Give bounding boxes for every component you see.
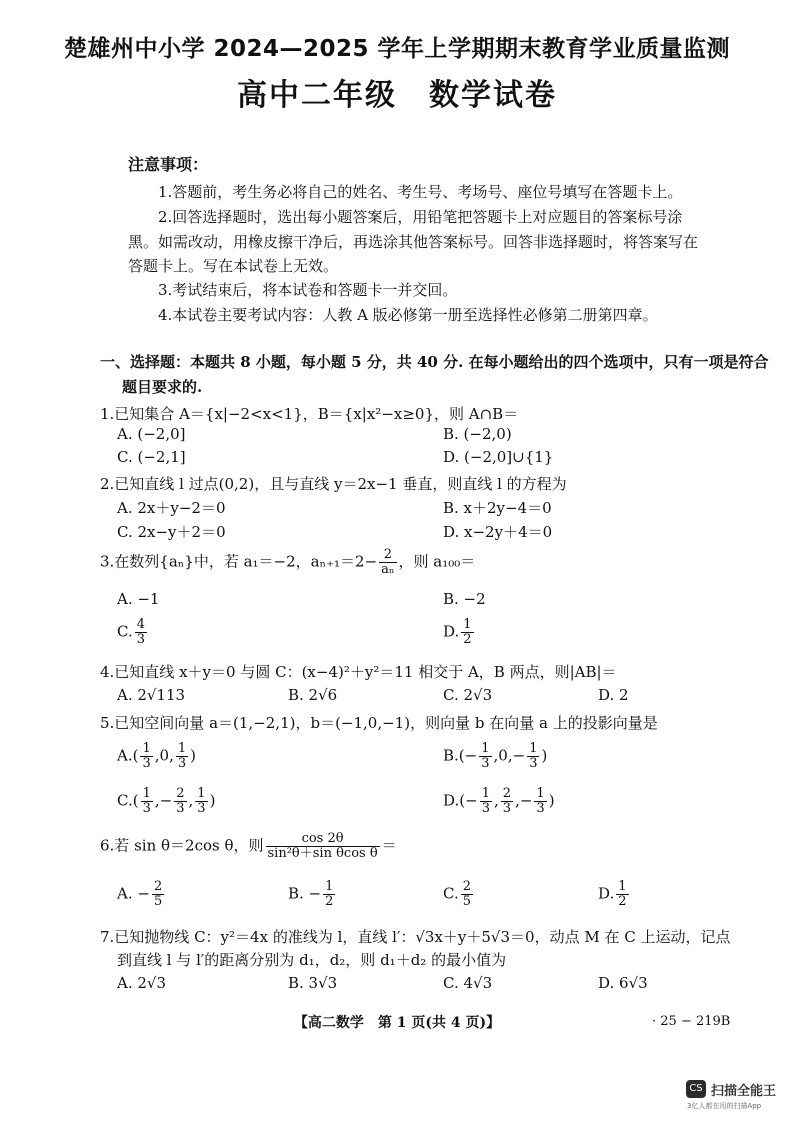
question-7-stem-line1: 7.已知抛物线 C：y²＝4x 的准线为 l，直线 l′：√3x＋y＋5√3＝0，动点 M 在 C 上运动，记点 [100,928,731,946]
option-label: C. [443,884,459,903]
note-line-5: 3.考试结束后，将本试卷和答题卡一并交回。 [158,281,458,299]
option-fraction [176,742,188,771]
fraction-denominator: 2 [325,894,334,909]
note-line-3: 黑。如需改动，用橡皮擦干净后，再选涂其他答案标号。回答非选择题时，将答案写在 [128,233,699,251]
fraction-denominator: 3 [136,632,145,647]
question-3-option-c [117,618,149,647]
question-7-option-b: B. 3√3 [288,974,338,992]
option-fraction [461,880,473,909]
question-3-stem [100,548,475,577]
option-fraction [174,787,186,816]
option-label: D. [443,622,460,641]
question-4-option-a: A. 2√113 [117,686,186,704]
question-7-option-c: C. 4√3 [443,974,493,992]
question-4-option-c: C. 2√3 [443,686,493,704]
fraction-denominator: 2 [463,632,472,647]
camscanner-tagline: 3亿人都在用的扫描App [687,1102,762,1110]
option-fraction [616,880,628,909]
option-label: C. [117,622,133,641]
fraction-denominator: 3 [481,756,490,771]
camscanner-logo-icon: CS [686,1080,706,1098]
notes-heading: 注意事项： [128,155,209,174]
question-3-stem-post: ，则 a₁₀₀＝ [398,552,476,571]
section-heading: 一、选择题：本题共 8 小题，每小题 5 分，共 40 分. 在每小题给出的四个选项中，只有一项是符合 [100,353,769,371]
fraction-denominator: 5 [153,894,163,909]
fraction-denominator: 3 [176,801,185,816]
question-6-option-c [443,880,475,909]
question-6-option-b [288,880,337,909]
option-label: D. [598,884,615,903]
fraction-numerator: 1 [536,786,545,801]
question-3-option-a: A. −1 [117,590,160,608]
page-footer: 【高二数学 第 1 页(共 4 页)】 [293,1015,501,1031]
fraction-numerator: 2 [462,879,471,894]
fraction-numerator: 1 [142,741,151,756]
comma: , [493,791,499,810]
question-2-option-b: B. x＋2y−4＝0 [443,499,552,517]
fraction-numerator: 1 [481,741,490,756]
note-line-6: 4.本试卷主要考试内容：人教 A 版必修第一册至选择性必修第二册第四章。 [158,306,658,324]
paren-right: ) [209,791,216,810]
minus: − [159,791,173,810]
question-1-option-b: B. (−2,0) [443,425,512,443]
option-fraction [534,787,546,816]
fraction-numerator: 2 [153,879,163,894]
option-fraction [501,787,513,816]
exam-title-line1: 楚雄州中小学 2024—2025 学年上学期期末教育学业质量监测 [63,36,731,62]
fraction-denominator: 3 [142,756,151,771]
fraction-denominator: 3 [197,801,206,816]
fraction-numerator: 2 [502,786,512,801]
fraction-denominator: 3 [177,756,187,771]
paren-right: ) [190,746,196,765]
minus: − [465,791,478,810]
option-fraction [135,618,147,647]
paren-left: ( [458,746,465,765]
fraction-denominator: 3 [142,801,151,816]
option-fraction [323,880,335,909]
fraction-numerator: 1 [197,786,206,801]
option-fraction [527,742,539,771]
option-label: D. [443,791,460,810]
fraction-numerator: 4 [136,617,145,632]
option-label: B. [443,746,459,765]
fraction-numerator: 1 [529,741,538,756]
fraction-numerator: 1 [481,786,490,801]
exam-title-line2: 高中二年级 数学试卷 [237,78,557,113]
question-5-option-a [117,742,196,771]
question-4-option-d: D. 2 [598,686,629,704]
paren-right: ) [548,791,555,810]
fraction-numerator: 2 [379,548,396,563]
fraction-denominator: 2 [618,894,627,909]
fraction-denominator: 3 [481,801,490,816]
option-label: C. [117,791,133,810]
question-1-option-c: C. (−2,1] [117,448,186,466]
question-3-option-d [443,618,476,647]
question-1-option-a: A. (−2,0] [117,425,186,443]
fraction-denominator: aₙ [381,562,395,577]
fraction-numerator: 1 [463,617,472,632]
comma: , [507,746,513,765]
paren-right: ) [541,746,548,765]
note-line-4: 答题卡上。写在本试卷上无效。 [128,257,339,275]
paren-left: ( [459,791,466,810]
question-6-stem [100,832,397,861]
question-6-stem-post: ＝ [381,836,397,855]
minus: − [464,746,478,765]
question-7-option-d: D. 6√3 [598,974,648,992]
note-line-2: 2.回答选择题时，选出每小题答案后，用铅笔把答题卡上对应题目的答案标号涂 [158,208,683,226]
question-2-option-c: C. 2x−y＋2＝0 [117,523,226,541]
comma: , [493,746,499,765]
question-2-option-a: A. 2x＋y−2＝0 [117,499,226,517]
fraction-numerator: 1 [325,879,334,894]
fraction-denominator: 3 [529,756,538,771]
minus: − [512,746,526,765]
question-3-stem-fraction [379,548,396,577]
comma: , [515,791,520,810]
question-2-option-d: D. x−2y＋4＝0 [443,523,553,541]
fraction-numerator: 1 [618,879,627,894]
fraction-denominator: sin²θ＋sin θcos θ [267,846,378,861]
comma: , [169,746,174,765]
question-6-stem-pre: 6.若 sin θ＝2cos θ，则 [100,836,264,855]
question-5-option-c [117,787,215,816]
question-5-option-b [443,742,547,771]
zero: 0 [498,746,508,765]
comma: , [188,791,194,810]
option-fraction [140,742,152,771]
question-5-option-d [443,787,555,816]
question-1-stem: 1.已知集合 A＝{x|−2<x<1}，B＝{x|x²−x≥0}，则 A∩B＝ [100,405,519,423]
fraction-numerator: cos 2θ [266,832,380,847]
question-6-option-a [117,880,166,909]
question-7-option-a: A. 2√3 [117,974,167,992]
option-fraction [461,618,473,647]
minus: − [519,791,533,810]
fraction-numerator: 1 [142,786,151,801]
fraction-denominator: 3 [536,801,545,816]
fraction-denominator: 5 [462,894,471,909]
zero: 0 [159,746,170,765]
question-6-option-d [598,880,631,909]
option-fraction [195,787,207,816]
comma: , [154,791,160,810]
question-3-stem-pre: 3.在数列{aₙ}中，若 a₁＝−2，aₙ₊₁＝2− [100,552,378,571]
question-1-option-d: D. (−2,0]∪{1} [443,448,554,466]
camscanner-name: 扫描全能王 [711,1084,777,1099]
fraction-numerator: 2 [176,786,185,801]
paren-left: ( [132,791,139,810]
fraction-numerator: 1 [177,741,187,756]
option-fraction [152,880,164,909]
note-line-1: 1.答题前，考生务必将自己的姓名、考生号、考场号、座位号填写在答题卡上。 [158,183,683,201]
question-3-option-b: B. −2 [443,590,486,608]
comma: , [154,746,160,765]
option-fraction [479,742,491,771]
paren-left: ( [132,746,139,765]
question-7-stem-line2: 到直线 l 与 l′的距离分别为 d₁，d₂，则 d₁＋d₂ 的最小值为 [117,951,507,969]
question-2-stem: 2.已知直线 l 过点(0,2)，且与直线 y＝2x−1 垂直，则直线 l 的方程为 [100,475,567,493]
question-6-stem-fraction [266,832,380,861]
question-4-stem: 4.已知直线 x＋y＝0 与圆 C：(x−4)²＋y²＝11 相交于 A，B 两点，则|AB|＝ [100,663,617,681]
fraction-denominator: 3 [502,801,512,816]
question-5-stem: 5.已知空间向量 a＝(1,−2,1)，b＝(−1,0,−1)，则向量 b 在向量 a 上的投影向量是 [100,714,658,732]
section-heading-cont: 题目要求的. [122,378,203,396]
question-4-option-b: B. 2√6 [288,686,338,704]
option-label: A. [117,746,133,765]
option-label: A. − [117,884,150,903]
option-fraction [141,787,153,816]
option-label: B. − [288,884,322,903]
exam-code: · 25 − 219B [652,1014,731,1029]
option-fraction [480,787,492,816]
